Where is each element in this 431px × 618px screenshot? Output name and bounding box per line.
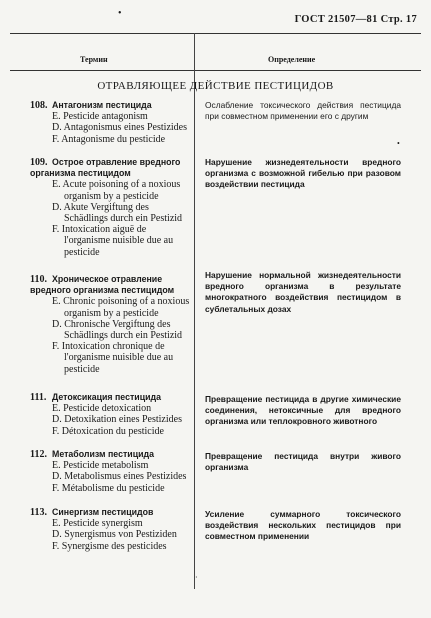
translation-de: D. Synergismus von Pestiziden	[52, 529, 177, 541]
term-entry-111	[30, 392, 190, 437]
term-entry-110	[30, 274, 190, 375]
translation-fr: F. Antagonisme du pesticide	[52, 133, 166, 145]
translation-en: E. Chronic poisoning of a noxious organism by a pesticide	[52, 296, 190, 319]
page-header: ГОСТ 21507—81 Стр. 17	[294, 14, 417, 25]
definition-112: Превращение пестицида внутри живого организма	[205, 451, 401, 473]
term-heading: 108. Антагонизм пестицида	[30, 100, 152, 111]
definition-108: Ослабление токсического действия пестицида при совместном применении его с другим	[205, 100, 401, 122]
term-heading: 112. Метаболизм пестицида	[30, 449, 154, 460]
column-header-definition: Определение	[268, 55, 316, 64]
scan-speck: •	[397, 139, 400, 148]
translation-en: E. Pesticide detoxication	[52, 403, 152, 415]
translation-de: D. Chronische Vergiftung des Schädlings durch ein Pestizid	[52, 318, 183, 342]
translation-fr: F. Synergisme des pesticides	[52, 540, 167, 552]
term-entry-112	[30, 449, 190, 494]
scan-speck: •	[118, 8, 122, 19]
translation-de: D. Akute Vergiftung des Schädlings durch ein Pestizid	[52, 201, 183, 225]
term-heading: 110. Хроническое отравление вредного организма пестицидом	[30, 274, 175, 296]
translation-en: E. Pesticide antagonism	[52, 111, 148, 123]
translation-de: D. Detoxikation eines Pestizides	[52, 414, 182, 426]
term-entry-113	[30, 507, 190, 552]
column-divider	[194, 33, 195, 589]
scan-speck: ·	[195, 573, 198, 582]
translation-fr: F. Métabolisme du pesticide	[52, 482, 165, 494]
section-title: ОТРАВЛЯЮЩЕЕ ДЕЙСТВИЕ ПЕСТИЦИДОВ	[97, 80, 334, 92]
term-heading: 113. Синергизм пестицидов	[30, 507, 154, 518]
column-header-terms: Термин	[80, 55, 108, 64]
definition-109: Нарушение жизнедеятельности вредного организма с возможной гибелью при разовом воздействии пестицида	[205, 157, 401, 190]
definition-113: Усиление суммарного токсического воздействия нескольких пестицидов при совместном применении	[205, 509, 401, 542]
table-header-rule	[10, 70, 421, 71]
term-heading: 111. Детоксикация пестицида	[30, 392, 161, 403]
translation-de: D. Metabolismus eines Pestizides	[52, 471, 187, 483]
translation-fr: F. Détoxication du pesticide	[52, 425, 164, 437]
translation-en: E. Acute poisoning of a noxious organism by a pesticide	[52, 179, 181, 202]
term-entry-109	[30, 157, 190, 258]
translation-de: D. Antagonismus eines Pestizides	[52, 122, 187, 134]
table-top-rule	[10, 33, 421, 34]
definition-110: Нарушение нормальной жизнедеятельности вредного организма в результате многократного воздействия пестицидом в сублетальных дозах	[205, 270, 401, 314]
term-heading: 109. Острое отравление вредного организма пестицидом	[30, 157, 181, 179]
translation-fr: F. Intoxication aiguë de l'organisme nuisible due au pesticide	[52, 224, 174, 258]
definition-111: Превращение пестицида в другие химические соединения, нетоксичные для вредного организма или теплокровного животного	[205, 394, 401, 427]
translation-en: E. Pesticide metabolism	[52, 460, 149, 472]
term-entry-108	[30, 100, 190, 145]
translation-fr: F. Intoxication chronique de l'organisme nuisible due au pesticide	[52, 341, 174, 375]
translation-en: E. Pesticide synergism	[52, 518, 143, 530]
